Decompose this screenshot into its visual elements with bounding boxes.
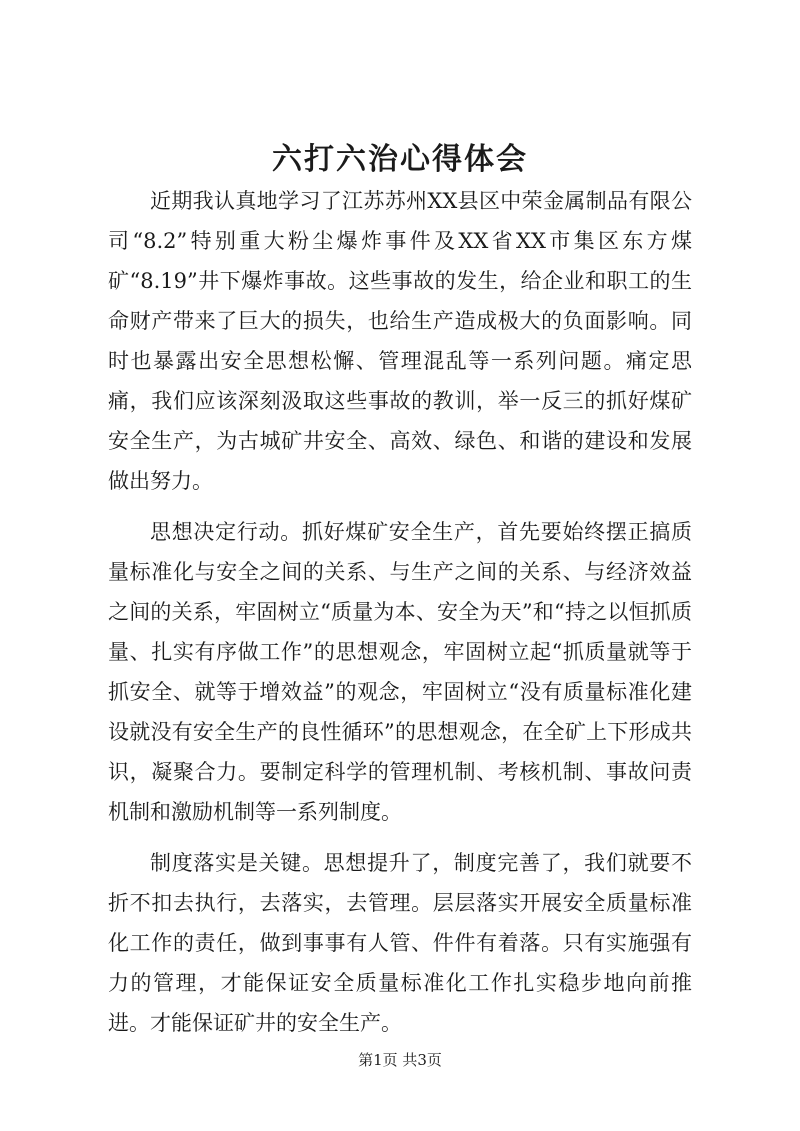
paragraph-3: 制度落实是关键。思想提升了，制度完善了，我们就要不折不扣去执行，去落实，去管理。层层落实开展安全质量标准化工作的责任，做到事事有人管、件件有着落。只有实施强有力的管理，才能保证安全质量标准化工作扎实稳步地向前推进。才能保证矿井的安全生产。 bbox=[108, 851, 692, 1035]
paragraph-1: 近期我认真地学习了江苏苏州XX县区中荣金属制品有限公司“8.2”特别重大粉尘爆炸事件及XX省XX市集区东方煤矿“8.19”井下爆炸事故。这些事故的发生，给企业和职工的生命财产带来了巨大的损失，也给生产造成极大的负面影响。同时也暴露出安全思想松懈、管理混乱等一系列问题。痛定思痛，我们应该深刻汲取这些事故的教训，举一反三的抓好煤矿安全生产，为古城矿井安全、高效、绿色、和谐的建设和发展做出努力。 bbox=[108, 189, 692, 493]
paragraph-2: 思想决定行动。抓好煤矿安全生产，首先要始终摆正搞质量标准化与安全之间的关系、与生产之间的关系、与经济效益之间的关系，牢固树立“质量为本、安全为天”和“持之以恒抓质量、扎实有序做工作”的思想观念，牢固树立起“抓质量就等于抓安全、就等于增效益”的观念，牢固树立“没有质量标准化建设就没有安全生产的良性循环”的思想观念，在全矿上下形成共识，凝聚合力。要制定科学的管理机制、考核机制、事故问责机制和激励机制等一系列制度。 bbox=[108, 520, 692, 824]
document-title: 六打六治心得体会 bbox=[272, 142, 528, 177]
document-body bbox=[108, 181, 692, 1043]
page-number-footer: 第1页 共3页 bbox=[358, 1051, 442, 1069]
